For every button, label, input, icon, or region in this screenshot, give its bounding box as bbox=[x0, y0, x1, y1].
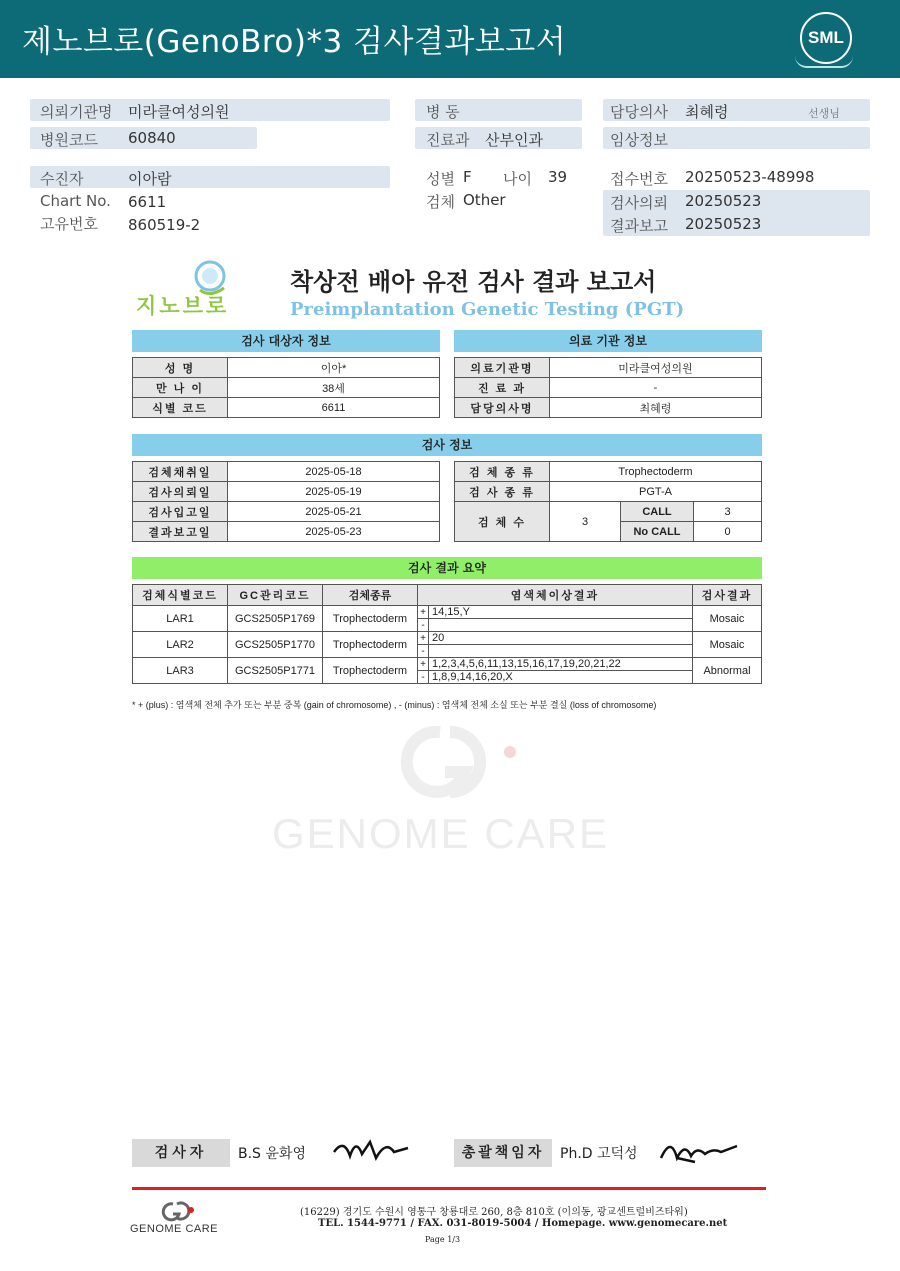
sml-logo: SML bbox=[800, 12, 852, 64]
inst-dept-label: 진 료 과 bbox=[455, 378, 550, 398]
patient-label: 수진자 bbox=[40, 170, 84, 188]
report-date: 2025-05-23 bbox=[228, 522, 440, 542]
row1-gc: GCS2505P1769 bbox=[228, 606, 323, 632]
inst-doctor: 최혜령 bbox=[550, 398, 762, 418]
request-label: 검사의뢰 bbox=[610, 194, 668, 212]
manager-label: 총괄책임자 bbox=[454, 1139, 552, 1167]
request-date: 2025-05-19 bbox=[228, 482, 440, 502]
col-chromosome-result: 염색체이상결과 bbox=[418, 585, 693, 606]
clinical-label: 임상정보 bbox=[610, 131, 668, 149]
institution-value: 미라클여성의원 bbox=[128, 103, 230, 121]
genome-care-logo-text: GENOME CARE bbox=[130, 1223, 219, 1235]
report-title: 제노브로(GenoBro)*3 검사결과보고서 bbox=[22, 24, 567, 60]
row2-plus-sign: + bbox=[418, 632, 429, 645]
summary-table bbox=[132, 584, 762, 684]
test-dates-table bbox=[132, 461, 440, 542]
patient-value: 이아람 bbox=[128, 170, 172, 188]
genome-care-logo-icon bbox=[157, 1200, 197, 1222]
col-specimen-id: 검체식별코드 bbox=[133, 585, 228, 606]
count-value: 3 bbox=[550, 502, 621, 542]
hospital-code-value: 60840 bbox=[128, 129, 176, 147]
row1-type: Trophectoderm bbox=[323, 606, 418, 632]
report-title-korean: 착상전 배아 유전 검사 결과 보고서 bbox=[290, 268, 657, 296]
chart-label: Chart No. bbox=[40, 192, 111, 210]
row3-minus-sign: - bbox=[418, 671, 429, 684]
subject-name-label: 성 명 bbox=[133, 358, 228, 378]
doctor-label: 담당의사 bbox=[610, 103, 668, 121]
unique-label: 고유번호 bbox=[40, 215, 98, 233]
row1-result: Mosaic bbox=[693, 606, 762, 632]
footer-address: (16229) 경기도 수원시 영통구 창룡대로 260, 8층 810호 (이의동, 광교센트럴비즈타워) bbox=[300, 1207, 688, 1218]
subject-age: 38세 bbox=[228, 378, 440, 398]
test-section-header: 검사 정보 bbox=[132, 434, 762, 456]
row2-type: Trophectoderm bbox=[323, 632, 418, 658]
manager-name: Ph.D 고덕성 bbox=[560, 1146, 638, 1162]
test-type-label: 검 사 종 류 bbox=[455, 482, 550, 502]
doctor-suffix: 선생님 bbox=[808, 107, 840, 120]
sex-label: 성별 bbox=[426, 170, 455, 188]
inst-name: 미라클여성의원 bbox=[550, 358, 762, 378]
nocall-value: 0 bbox=[694, 522, 762, 542]
nocall-label: No CALL bbox=[621, 522, 694, 542]
unique-value: 860519-2 bbox=[128, 216, 201, 234]
row1-minus-sign: - bbox=[418, 619, 429, 632]
sex-value: F bbox=[463, 168, 472, 186]
receipt-value: 20250523-48998 bbox=[685, 168, 815, 186]
receive-label: 검사입고일 bbox=[133, 502, 228, 522]
dept-value: 산부인과 bbox=[485, 131, 543, 149]
col-gc-code: GC관리코드 bbox=[228, 585, 323, 606]
row2-minus bbox=[429, 645, 693, 658]
chart-value: 6611 bbox=[128, 193, 167, 211]
collect-date: 2025-05-18 bbox=[228, 462, 440, 482]
row3-type: Trophectoderm bbox=[323, 658, 418, 684]
request-value: 20250523 bbox=[685, 192, 762, 210]
collect-label: 검체채취일 bbox=[133, 462, 228, 482]
summary-section-header: 검사 결과 요약 bbox=[132, 557, 762, 579]
row3-id: LAR3 bbox=[133, 658, 228, 684]
spec-type: Trophectoderm bbox=[550, 462, 762, 482]
test-specimen-table bbox=[454, 461, 762, 542]
inst-doctor-label: 담당의사명 bbox=[455, 398, 550, 418]
row2-id: LAR2 bbox=[133, 632, 228, 658]
subject-table bbox=[132, 357, 440, 418]
row3-plus: 1,2,3,4,5,6,11,13,15,16,17,19,20,21,22 bbox=[429, 658, 693, 671]
age-value: 39 bbox=[548, 168, 568, 186]
age-label: 나이 bbox=[503, 170, 532, 188]
row2-minus-sign: - bbox=[418, 645, 429, 658]
institution-table bbox=[454, 357, 762, 418]
specimen-value: Other bbox=[463, 191, 506, 209]
receipt-label: 접수번호 bbox=[610, 170, 668, 188]
count-label: 검 체 수 bbox=[455, 502, 550, 542]
subject-id-label: 식별 코드 bbox=[133, 398, 228, 418]
row1-plus-sign: + bbox=[418, 606, 429, 619]
report-value: 20250523 bbox=[685, 215, 762, 233]
row1-plus: 14,15,Y bbox=[429, 606, 693, 619]
report-header bbox=[0, 0, 900, 78]
genome-care-watermark: GENOME CARE bbox=[272, 810, 610, 857]
row3-minus: 1,8,9,14,16,20,X bbox=[429, 671, 693, 684]
row2-plus: 20 bbox=[429, 632, 693, 645]
subject-section-header: 검사 대상자 정보 bbox=[132, 330, 440, 352]
institution-label: 의뢰기관명 bbox=[40, 103, 113, 121]
report-label: 결과보고 bbox=[610, 217, 668, 235]
col-specimen-type: 검체종류 bbox=[323, 585, 418, 606]
tester-label: 검사자 bbox=[132, 1139, 230, 1167]
report-title-english: Preimplantation Genetic Testing (PGT) bbox=[290, 299, 685, 320]
row2-result: Mosaic bbox=[693, 632, 762, 658]
manager-signature bbox=[655, 1132, 740, 1168]
receive-date: 2025-05-21 bbox=[228, 502, 440, 522]
row1-id: LAR1 bbox=[133, 606, 228, 632]
footer-divider bbox=[132, 1187, 766, 1190]
page-number: Page 1/3 bbox=[425, 1235, 461, 1244]
dept-label: 진료과 bbox=[426, 131, 470, 149]
col-test-result: 검사결과 bbox=[693, 585, 762, 606]
specimen-label: 검체 bbox=[426, 193, 455, 211]
row3-gc: GCS2505P1771 bbox=[228, 658, 323, 684]
subject-age-label: 만 나 이 bbox=[133, 378, 228, 398]
institution-section-header: 의료 기관 정보 bbox=[454, 330, 762, 352]
request-date-label: 검사의뢰일 bbox=[133, 482, 228, 502]
summary-footnote: * + (plus) : 염색체 전체 추가 또는 부분 중복 (gain of chromosome) , - (minus) : 염색체 전체 소실 또는 부분 결실 (loss of chromosome) bbox=[132, 700, 657, 710]
inst-name-label: 의료기관명 bbox=[455, 358, 550, 378]
ward-label: 병 동 bbox=[426, 103, 460, 121]
genome-care-watermark-icon bbox=[370, 712, 520, 812]
row2-gc: GCS2505P1770 bbox=[228, 632, 323, 658]
call-label: CALL bbox=[621, 502, 694, 522]
subject-name: 이아* bbox=[228, 358, 440, 378]
call-value: 3 bbox=[694, 502, 762, 522]
inst-dept: - bbox=[550, 378, 762, 398]
hospital-code-label: 병원코드 bbox=[40, 131, 98, 149]
doctor-value: 최혜령 bbox=[685, 103, 729, 121]
tester-name: B.S 윤화영 bbox=[238, 1146, 306, 1162]
test-type: PGT-A bbox=[550, 482, 762, 502]
row1-minus bbox=[429, 619, 693, 632]
subject-id: 6611 bbox=[228, 398, 440, 418]
spec-type-label: 검 체 종 류 bbox=[455, 462, 550, 482]
row3-result: Abnormal bbox=[693, 658, 762, 684]
tester-signature bbox=[330, 1132, 412, 1166]
sml-logo-swoosh bbox=[795, 56, 853, 68]
row3-plus-sign: + bbox=[418, 658, 429, 671]
report-date-label: 결과보고일 bbox=[133, 522, 228, 542]
footer-contact: TEL. 1544-9771 / FAX. 031-8019-5004 / Homepage. www.genomecare.net bbox=[318, 1218, 728, 1229]
genobro-logo-text: 지노브로 bbox=[136, 294, 230, 318]
